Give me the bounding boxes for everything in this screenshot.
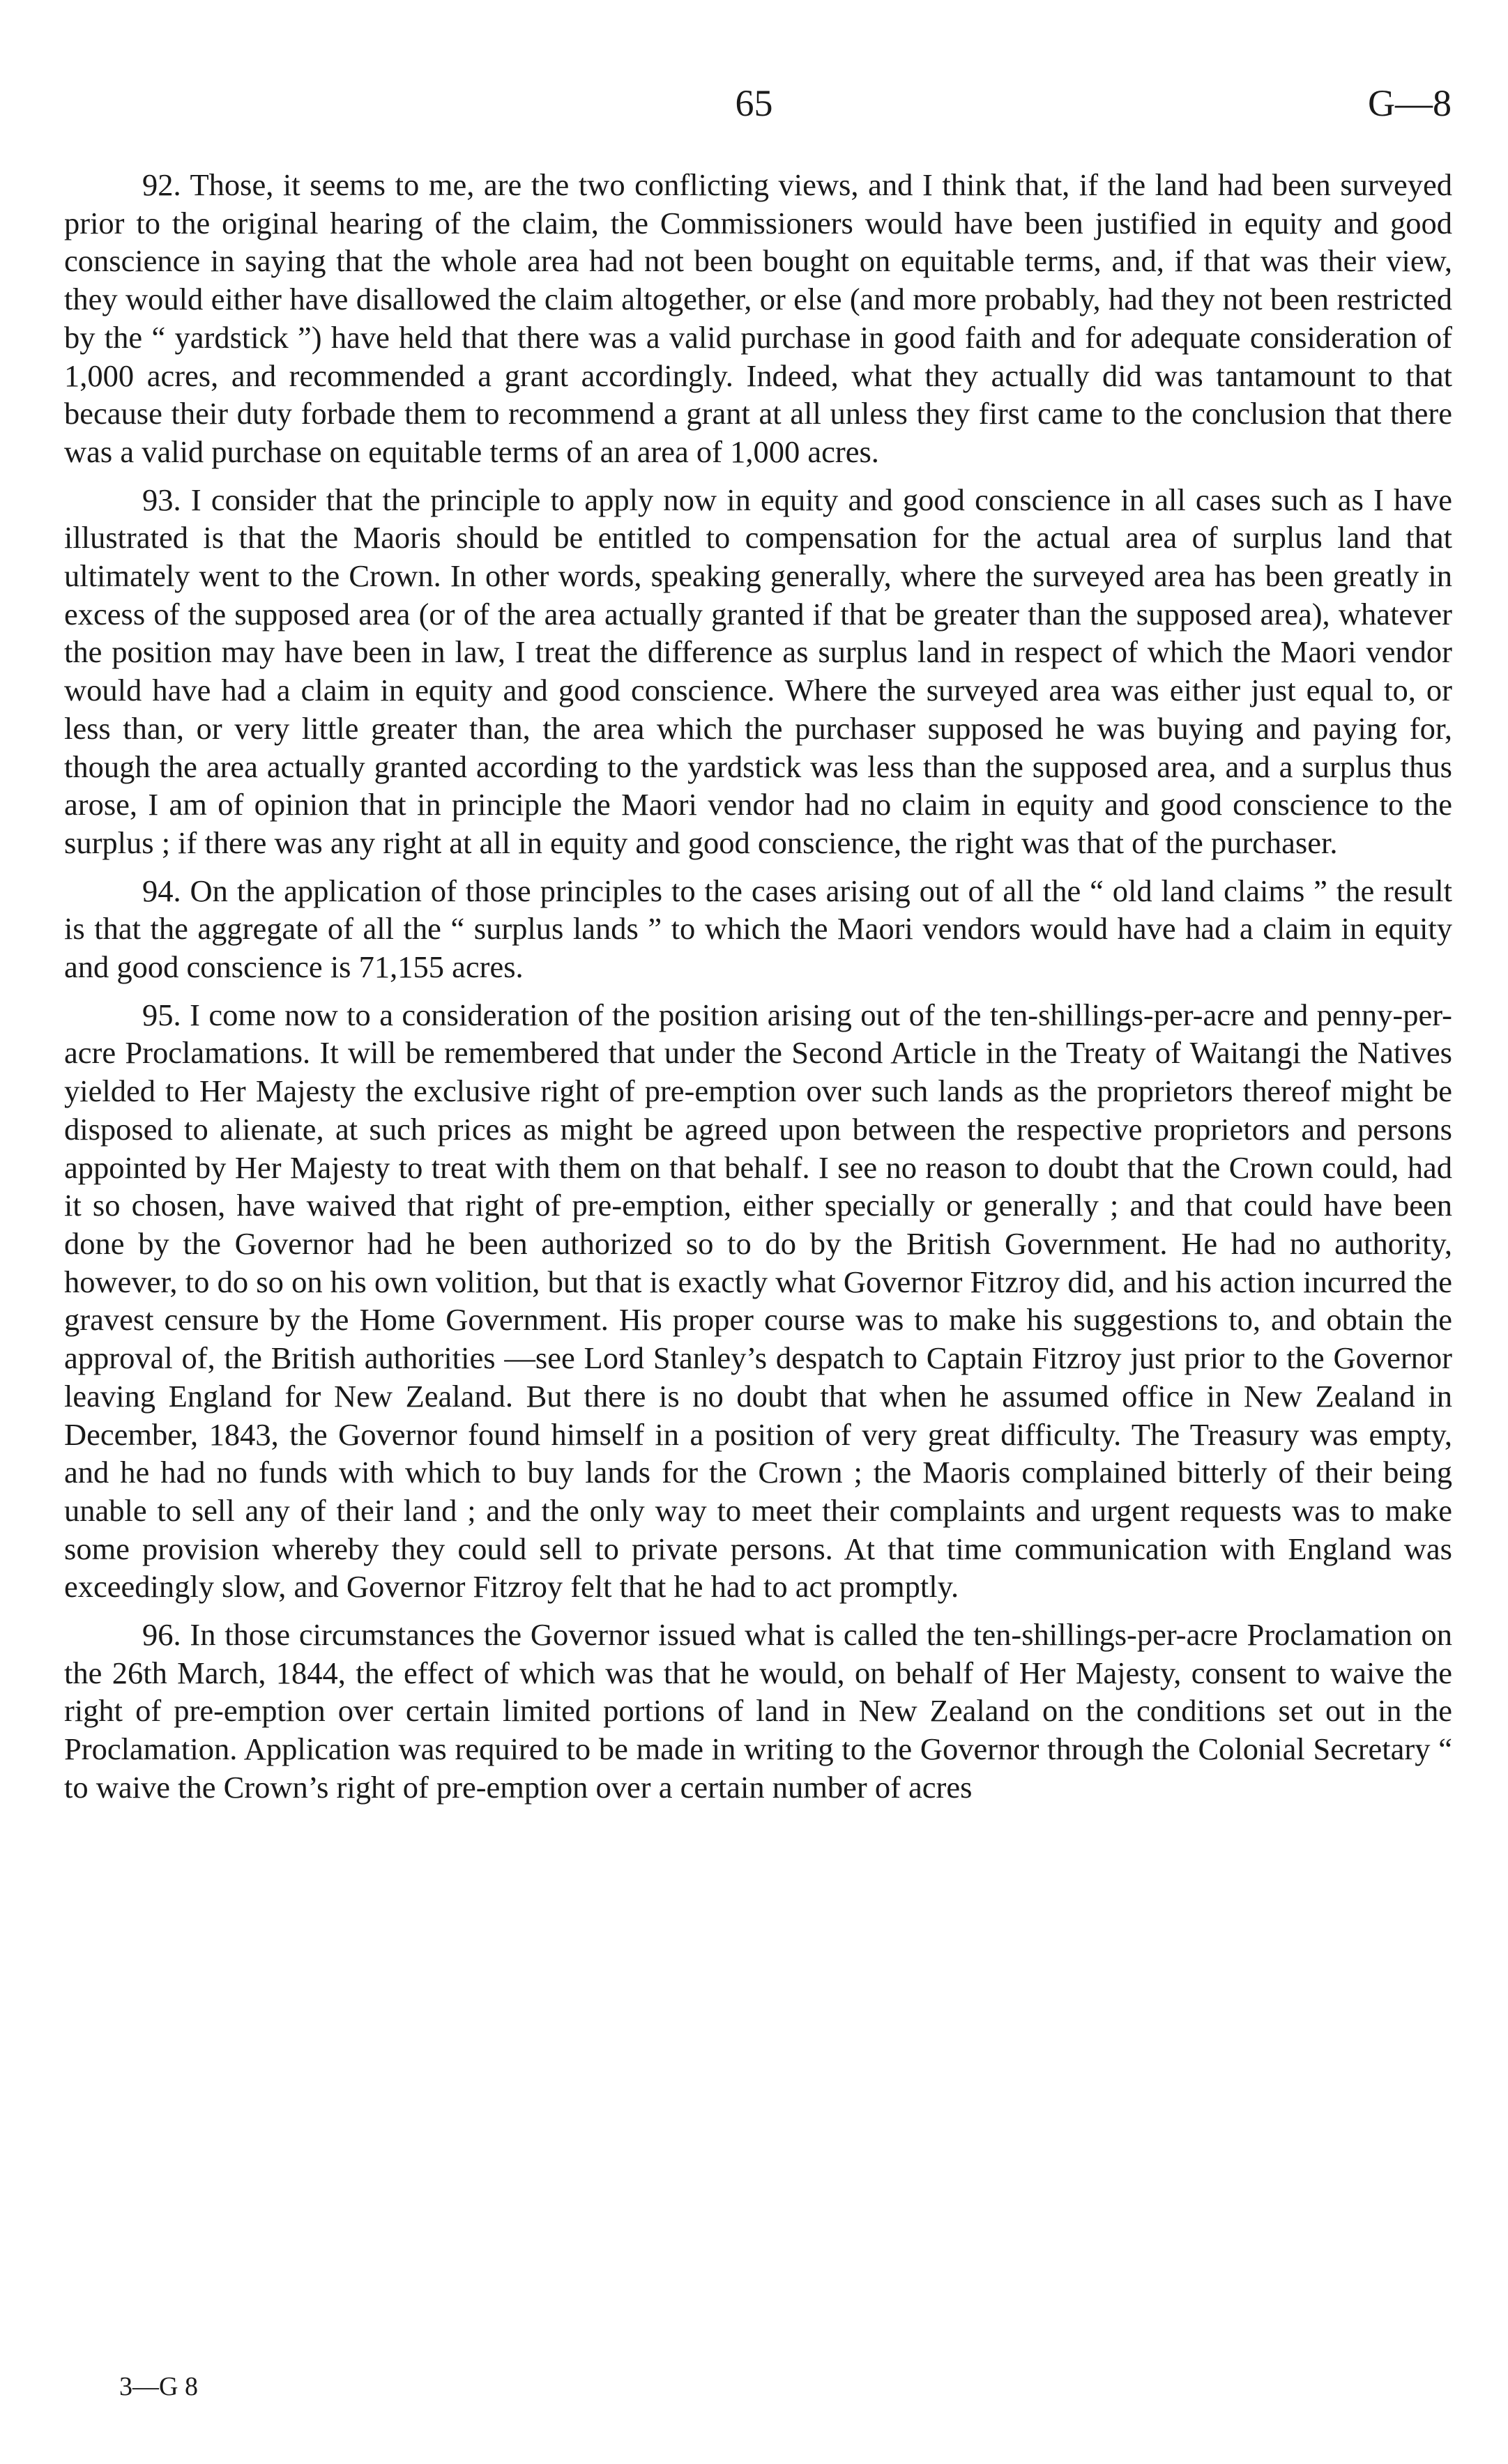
paragraph-text: I consider that the principle to apply now in equity and good conscience in all cases such as I have illustrated is that the Maoris should be entitled to compensation for the actual area of surplus land that ultimately went to the Crown. In other words, speaking generally, where the surveyed area has been greatly in excess of the supposed area (or of the area actually granted if that be greater than the supposed area), whatever the position may have been in law, I treat the difference as surplus land in respect of which the Maori vendor would have had a claim in equity and good conscience. Where the surveyed area was either just equal to, or less than, or very little greater than, the area which the purchaser supposed he was buying and paying for, though the area actually granted according to the yardstick was less than the supposed area, and a surplus thus arose, I am of opinion that in principle the Maori vendor had no claim in equity and good conscience to the surplus ; if there was any right at all in equity and good conscience, the right was that of the purchaser. <box>64 482 1452 860</box>
paragraph-number: 94. <box>142 873 181 908</box>
paragraph-text: I come now to a consideration of the position arising out of the ten-shillings-per-acre and penny-per-acre Proclamations. It will be remembered that under the Second Article in the Treaty of Waitangi the Natives yielded to Her Majesty the exclusive right of pre-emption over such lands as the proprietors thereof might be disposed to alienate, at such prices as might be agreed upon between the respective proprietors and persons appointed by Her Majesty to treat with them on that behalf. I see no reason to doubt that the Crown could, had it so chosen, have waived that right of pre-emption, either specially or generally ; and that could have been done by the Governor had he been authorized so to do by the British Government. He had no authority, however, to do so on his own volition, but that is exactly what Governor Fitzroy did, and his action incurred the gravest censure by the Home Government. His proper course was to make his suggestions to, and obtain the approval of, the British authorities —see Lord Stanley’s despatch to Captain Fitzroy just prior to the Governor leaving England for New Zealand. But there is no doubt that when he assumed office in New Zealand in December, 1843, the Governor found himself in a position of very great difficulty. The Treasury was empty, and he had no funds with which to buy lands for the Crown ; the Maoris complained bitterly of their being unable to sell any of their land ; and the only way to meet their complaints and urgent requests was to make some provision whereby they could sell to private persons. At that time communication with England was exceedingly slow, and Governor Fitzroy felt that he had to act promptly. <box>64 997 1452 1605</box>
paragraph-96 <box>64 1616 1452 1807</box>
body-text <box>64 166 1452 1807</box>
paragraph-text: On the application of those principles to the cases arising out of all the “ old land claims ” the result is that the aggregate of all the “ surplus lands ” to which the Maori vendors would have had a claim in equity and good conscience is 71,155 acres. <box>64 873 1452 985</box>
paragraph-number: 95. <box>142 997 181 1032</box>
page-number: 65 <box>735 82 773 124</box>
paragraph-text: In those circumstances the Governor issued what is called the ten-shillings-per-acre Proclamation on the 26th March, 1844, the effect of which was that he would, on behalf of Her Majesty, consent to waive the right of pre-emption over certain limited portions of land in New Zealand on the conditions set out in the Proclamation. Application was required to be made in writing to the Governor through the Colonial Secretary “ to waive the Crown’s right of pre-emption over a certain number of acres <box>64 1617 1452 1805</box>
document-reference: G—8 <box>1368 82 1452 124</box>
paragraph-95 <box>64 996 1452 1606</box>
paragraph-number: 93. <box>142 482 181 517</box>
paragraph-text: Those, it seems to me, are the two conflicting views, and I think that, if the land had been surveyed prior to the original hearing of the claim, the Commissioners would have been justified in equity and good conscience in saying that the whole area had not been bought on equitable terms, and, if that was their view, they would either have disallowed the claim altogether, or else (and more probably, had they not been restricted by the “ yardstick ”) have held that there was a valid purchase in good faith and for adequate consideration of 1,000 acres, and recommended a grant accordingly. Indeed, what they actually did was tantamount to that because their duty forbade them to recommend a grant at all unless they first came to the conclusion that there was a valid purchase on equitable terms of an area of 1,000 acres. <box>64 167 1452 469</box>
paragraph-number: 92. <box>142 167 181 202</box>
paragraph-93 <box>64 481 1452 862</box>
paragraph-92 <box>64 166 1452 471</box>
signature-mark: 3—G 8 <box>119 2372 198 2401</box>
paragraph-number: 96. <box>142 1617 181 1653</box>
paragraph-94 <box>64 872 1452 986</box>
